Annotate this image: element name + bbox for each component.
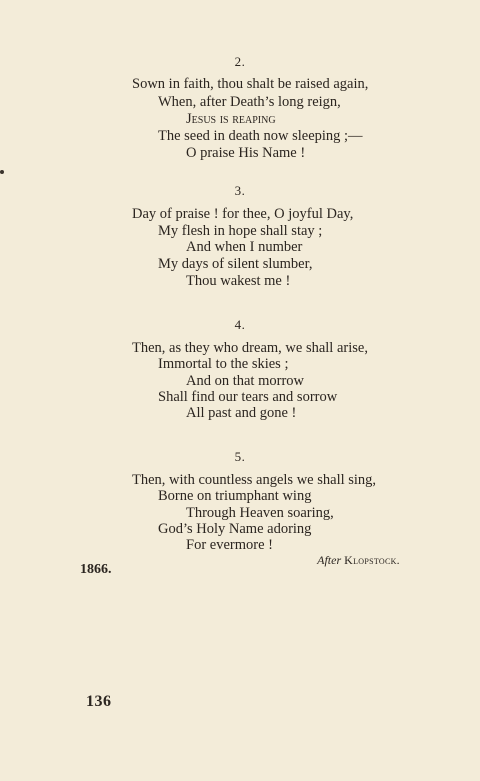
attribution-author: Klopstock. xyxy=(344,553,400,567)
stanza-number: 4. xyxy=(234,317,246,332)
stanza-number: 3. xyxy=(234,183,246,198)
verse-line: My flesh in hope shall stay ; xyxy=(158,223,323,239)
verse-line: O praise His Name ! xyxy=(186,145,306,161)
verse-line: When, after Death’s long reign, xyxy=(158,94,341,110)
page-number: 136 xyxy=(86,693,112,710)
verse-line: Day of praise ! for thee, O joyful Day, xyxy=(132,206,354,222)
verse-line: And when I number xyxy=(186,239,303,255)
verse-line: And on that morrow xyxy=(186,373,304,389)
verse-line: God’s Holy Name adoring xyxy=(158,521,312,537)
verse-line: All past and gone ! xyxy=(186,405,297,421)
verse-line: Immortal to the skies ; xyxy=(158,356,289,372)
stanza-number: 5. xyxy=(234,449,246,464)
verse-line: For evermore ! xyxy=(186,537,273,553)
verse-line: Then, with countless angels we shall sing, xyxy=(132,472,377,488)
verse-line: The seed in death now sleeping ;— xyxy=(158,128,363,144)
margin-mark xyxy=(0,170,4,174)
hymn-year: 1866. xyxy=(80,562,112,577)
verse-line: Then, as they who dream, we shall arise, xyxy=(132,340,368,356)
stanza-number: 2. xyxy=(234,54,246,69)
verse-line: Through Heaven soaring, xyxy=(186,505,334,521)
verse-line: Sown in faith, thou shalt be raised again, xyxy=(132,76,369,92)
verse-line: Thou wakest me ! xyxy=(186,273,291,289)
verse-line: Jesus is reaping xyxy=(186,111,276,127)
verse-line: My days of silent slumber, xyxy=(158,256,313,272)
verse-line: Borne on triumphant wing xyxy=(158,488,312,504)
verse-line: Shall find our tears and sorrow xyxy=(158,389,338,405)
attribution-prefix: After xyxy=(317,553,342,567)
attribution xyxy=(317,553,400,568)
